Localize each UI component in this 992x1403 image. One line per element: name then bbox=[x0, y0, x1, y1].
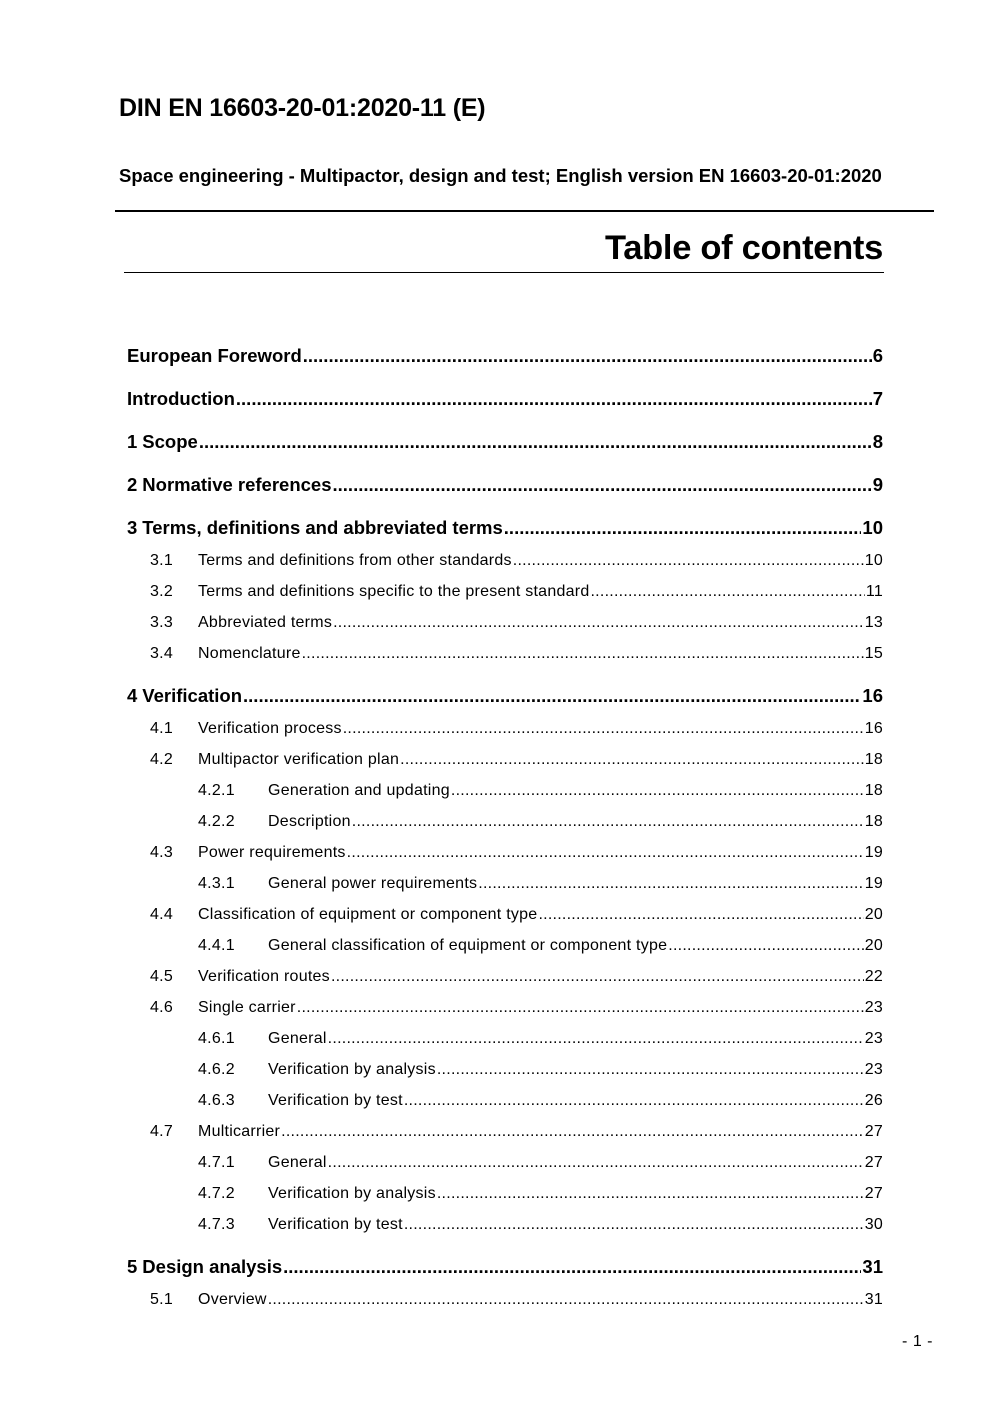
toc-entry-title: Terms and definitions from other standards bbox=[198, 552, 512, 569]
toc-entry-title: Multicarrier bbox=[198, 1123, 281, 1140]
toc-entry-title: General bbox=[268, 1154, 327, 1171]
toc-entry-page: 10 bbox=[864, 552, 883, 569]
toc-entry-title: European Foreword bbox=[127, 345, 302, 366]
toc-entry[interactable] bbox=[198, 1030, 883, 1048]
toc-entry-title: Single carrier bbox=[198, 999, 296, 1016]
toc-dot-leader bbox=[199, 431, 872, 453]
toc-dot-leader bbox=[538, 906, 863, 924]
toc-entry-title: General power requirements bbox=[268, 875, 478, 892]
toc-entry-page: 18 bbox=[864, 782, 883, 799]
toc-dot-leader bbox=[668, 937, 863, 955]
toc-entry[interactable] bbox=[127, 431, 883, 453]
toc-entry-number: 4.7.1 bbox=[198, 1154, 235, 1171]
toc-dot-leader bbox=[328, 1030, 864, 1048]
toc-dot-leader bbox=[328, 1154, 864, 1172]
toc-entry-page: 6 bbox=[872, 345, 883, 366]
toc-dot-leader bbox=[451, 782, 864, 800]
toc-entry-title: Generation and updating bbox=[268, 782, 450, 799]
toc-dot-leader bbox=[347, 844, 864, 862]
toc-entry[interactable] bbox=[150, 583, 883, 601]
toc-entry[interactable] bbox=[150, 614, 883, 632]
toc-entry-page: 27 bbox=[864, 1185, 883, 1202]
toc-entry[interactable] bbox=[150, 645, 883, 663]
toc-entry-number: 3.3 bbox=[150, 614, 173, 631]
toc-entry-number: 3.1 bbox=[150, 552, 173, 569]
toc-entry-number: 4.1 bbox=[150, 720, 173, 737]
toc-dot-leader bbox=[504, 517, 862, 539]
toc-entry-number: 2 bbox=[127, 474, 138, 495]
toc-entry[interactable] bbox=[150, 1291, 883, 1309]
toc-entry-page: 7 bbox=[872, 388, 883, 409]
toc-entry-page: 8 bbox=[872, 431, 883, 452]
toc-entry-title: Verification by test bbox=[268, 1216, 403, 1233]
toc-entry-page: 23 bbox=[864, 1061, 883, 1078]
toc-entry[interactable] bbox=[150, 999, 883, 1017]
toc-entry-page: 10 bbox=[862, 517, 883, 538]
toc-entry-title: Description bbox=[268, 813, 351, 830]
toc-entry-number: 4.2 bbox=[150, 751, 173, 768]
toc-dot-leader bbox=[404, 1216, 864, 1234]
toc-entry-title: Overview bbox=[198, 1291, 267, 1308]
toc-entry[interactable] bbox=[198, 1216, 883, 1234]
toc-entry-number: 4.3.1 bbox=[198, 875, 235, 892]
toc-entry-number: 4.6.2 bbox=[198, 1061, 235, 1078]
toc-entry-page: 20 bbox=[864, 937, 883, 954]
toc-dot-leader bbox=[404, 1092, 864, 1110]
toc-entry-page: 16 bbox=[864, 720, 883, 737]
toc-dot-leader bbox=[400, 751, 864, 769]
toc-entry-page: 13 bbox=[864, 614, 883, 631]
toc-dot-leader bbox=[513, 552, 864, 570]
toc-dot-leader bbox=[352, 813, 864, 831]
toc-entry[interactable] bbox=[150, 906, 883, 924]
toc-entry-number: 4.7.2 bbox=[198, 1185, 235, 1202]
toc-dot-leader bbox=[297, 999, 864, 1017]
toc-dot-leader bbox=[333, 474, 872, 496]
toc-entry-number: 5 bbox=[127, 1256, 138, 1277]
toc-entry-title: Classification of equipment or component type bbox=[198, 906, 538, 923]
toc-entry-title: Terms and definitions specific to the present standard bbox=[198, 583, 590, 600]
toc-entry-page: 30 bbox=[864, 1216, 883, 1233]
toc-entry-number: 4.7 bbox=[150, 1123, 173, 1140]
toc-entry-page: 18 bbox=[864, 751, 883, 768]
toc-entry-number: 3 bbox=[127, 517, 138, 538]
toc-entry-title: Scope bbox=[142, 431, 198, 452]
toc-entry[interactable] bbox=[127, 1256, 883, 1278]
toc-entry[interactable] bbox=[198, 813, 883, 831]
toc-dot-leader bbox=[478, 875, 863, 893]
toc-entry-number: 4.6 bbox=[150, 999, 173, 1016]
toc-entry-page: 18 bbox=[864, 813, 883, 830]
toc-heading-divider bbox=[124, 272, 884, 273]
toc-dot-leader bbox=[302, 645, 864, 663]
toc-entry[interactable] bbox=[127, 474, 883, 496]
toc-entry-title: Normative references bbox=[142, 474, 332, 495]
toc-entry[interactable] bbox=[198, 1092, 883, 1110]
toc-entry-page: 9 bbox=[872, 474, 883, 495]
toc-entry[interactable] bbox=[127, 388, 883, 410]
toc-entry-title: General classification of equipment or component type bbox=[268, 937, 668, 954]
toc-dot-leader bbox=[590, 583, 864, 601]
toc-entry[interactable] bbox=[150, 720, 883, 738]
toc-entry[interactable] bbox=[127, 685, 883, 707]
toc-entry[interactable] bbox=[198, 782, 883, 800]
toc-entry-number: 4.4 bbox=[150, 906, 173, 923]
toc-entry-title: Design analysis bbox=[142, 1256, 283, 1277]
toc-entry[interactable] bbox=[150, 968, 883, 986]
toc-entry-title: Verification bbox=[142, 685, 243, 706]
toc-dot-leader bbox=[331, 968, 864, 986]
toc-entry-page: 27 bbox=[864, 1154, 883, 1171]
toc-entry-page: 23 bbox=[864, 1030, 883, 1047]
toc-entry-title: General bbox=[268, 1030, 327, 1047]
toc-entry-title: Abbreviated terms bbox=[198, 614, 333, 631]
toc-entry-number: 3.2 bbox=[150, 583, 173, 600]
toc-entry[interactable] bbox=[198, 1154, 883, 1172]
toc-entry-page: 31 bbox=[864, 1291, 883, 1308]
toc-entry[interactable] bbox=[198, 937, 883, 955]
toc-entry-title: Verification routes bbox=[198, 968, 330, 985]
toc-entry[interactable] bbox=[127, 517, 883, 539]
toc-entry-page: 27 bbox=[864, 1123, 883, 1140]
toc-entry[interactable] bbox=[198, 1061, 883, 1079]
toc-dot-leader bbox=[243, 685, 861, 707]
toc-entry-title: Verification by analysis bbox=[268, 1061, 436, 1078]
toc-entry-page: 19 bbox=[864, 875, 883, 892]
toc-dot-leader bbox=[437, 1061, 864, 1079]
toc-dot-leader bbox=[281, 1123, 864, 1141]
toc-entry-number: 4.6.1 bbox=[198, 1030, 235, 1047]
toc-entry-page: 16 bbox=[862, 685, 883, 706]
toc-entry-title: Verification process bbox=[198, 720, 342, 737]
page-number: - 1 - bbox=[902, 1333, 933, 1350]
document-subtitle: Space engineering - Multipactor, design and test; English version EN 16603-20-01:2020 bbox=[119, 165, 882, 186]
toc-entry[interactable] bbox=[150, 552, 883, 570]
toc-entry[interactable] bbox=[198, 875, 883, 893]
toc-entry-number: 1 bbox=[127, 431, 138, 452]
toc-entry-page: 15 bbox=[864, 645, 883, 662]
toc-dot-leader bbox=[333, 614, 864, 632]
toc-entry-number: 4.7.3 bbox=[198, 1216, 235, 1233]
document-id: DIN EN 16603-20-01:2020-11 (E) bbox=[119, 94, 486, 122]
toc-entry-number: 3.4 bbox=[150, 645, 173, 662]
toc-entry-number: 4.6.3 bbox=[198, 1092, 235, 1109]
toc-dot-leader bbox=[283, 1256, 861, 1278]
toc-entry-title: Verification by test bbox=[268, 1092, 403, 1109]
toc-entry-page: 20 bbox=[864, 906, 883, 923]
toc-entry-number: 4.2.1 bbox=[198, 782, 235, 799]
toc-entry[interactable] bbox=[150, 1123, 883, 1141]
toc-dot-leader bbox=[303, 345, 872, 367]
toc-entry-number: 5.1 bbox=[150, 1291, 173, 1308]
toc-entry-number: 4 bbox=[127, 685, 138, 706]
toc-entry-page: 26 bbox=[864, 1092, 883, 1109]
toc-entry-number: 4.2.2 bbox=[198, 813, 235, 830]
toc-entry-title: Power requirements bbox=[198, 844, 346, 861]
toc-entry-title: Nomenclature bbox=[198, 645, 301, 662]
toc-entry-number: 4.4.1 bbox=[198, 937, 235, 954]
toc-entry-page: 19 bbox=[864, 844, 883, 861]
header-divider bbox=[115, 210, 934, 212]
toc-dot-leader bbox=[268, 1291, 864, 1309]
toc-dot-leader bbox=[437, 1185, 864, 1203]
toc-entry-number: 4.5 bbox=[150, 968, 173, 985]
toc-entry-page: 11 bbox=[865, 583, 883, 600]
toc-entry[interactable] bbox=[150, 751, 883, 769]
toc-entry[interactable] bbox=[198, 1185, 883, 1203]
toc-entry-title: Terms, definitions and abbreviated terms bbox=[142, 517, 503, 538]
toc-entry-title: Verification by analysis bbox=[268, 1185, 436, 1202]
toc-entry-title: Multipactor verification plan bbox=[198, 751, 400, 768]
toc-entry[interactable] bbox=[127, 345, 883, 367]
toc-entry-page: 23 bbox=[864, 999, 883, 1016]
toc-entry-page: 22 bbox=[864, 968, 883, 985]
toc-entry-title: Introduction bbox=[127, 388, 235, 409]
toc-entry-number: 4.3 bbox=[150, 844, 173, 861]
toc-dot-leader bbox=[343, 720, 864, 738]
toc-entry[interactable] bbox=[150, 844, 883, 862]
toc-entry-page: 31 bbox=[862, 1256, 883, 1277]
toc-dot-leader bbox=[236, 388, 872, 410]
toc-heading: Table of contents bbox=[605, 229, 883, 267]
